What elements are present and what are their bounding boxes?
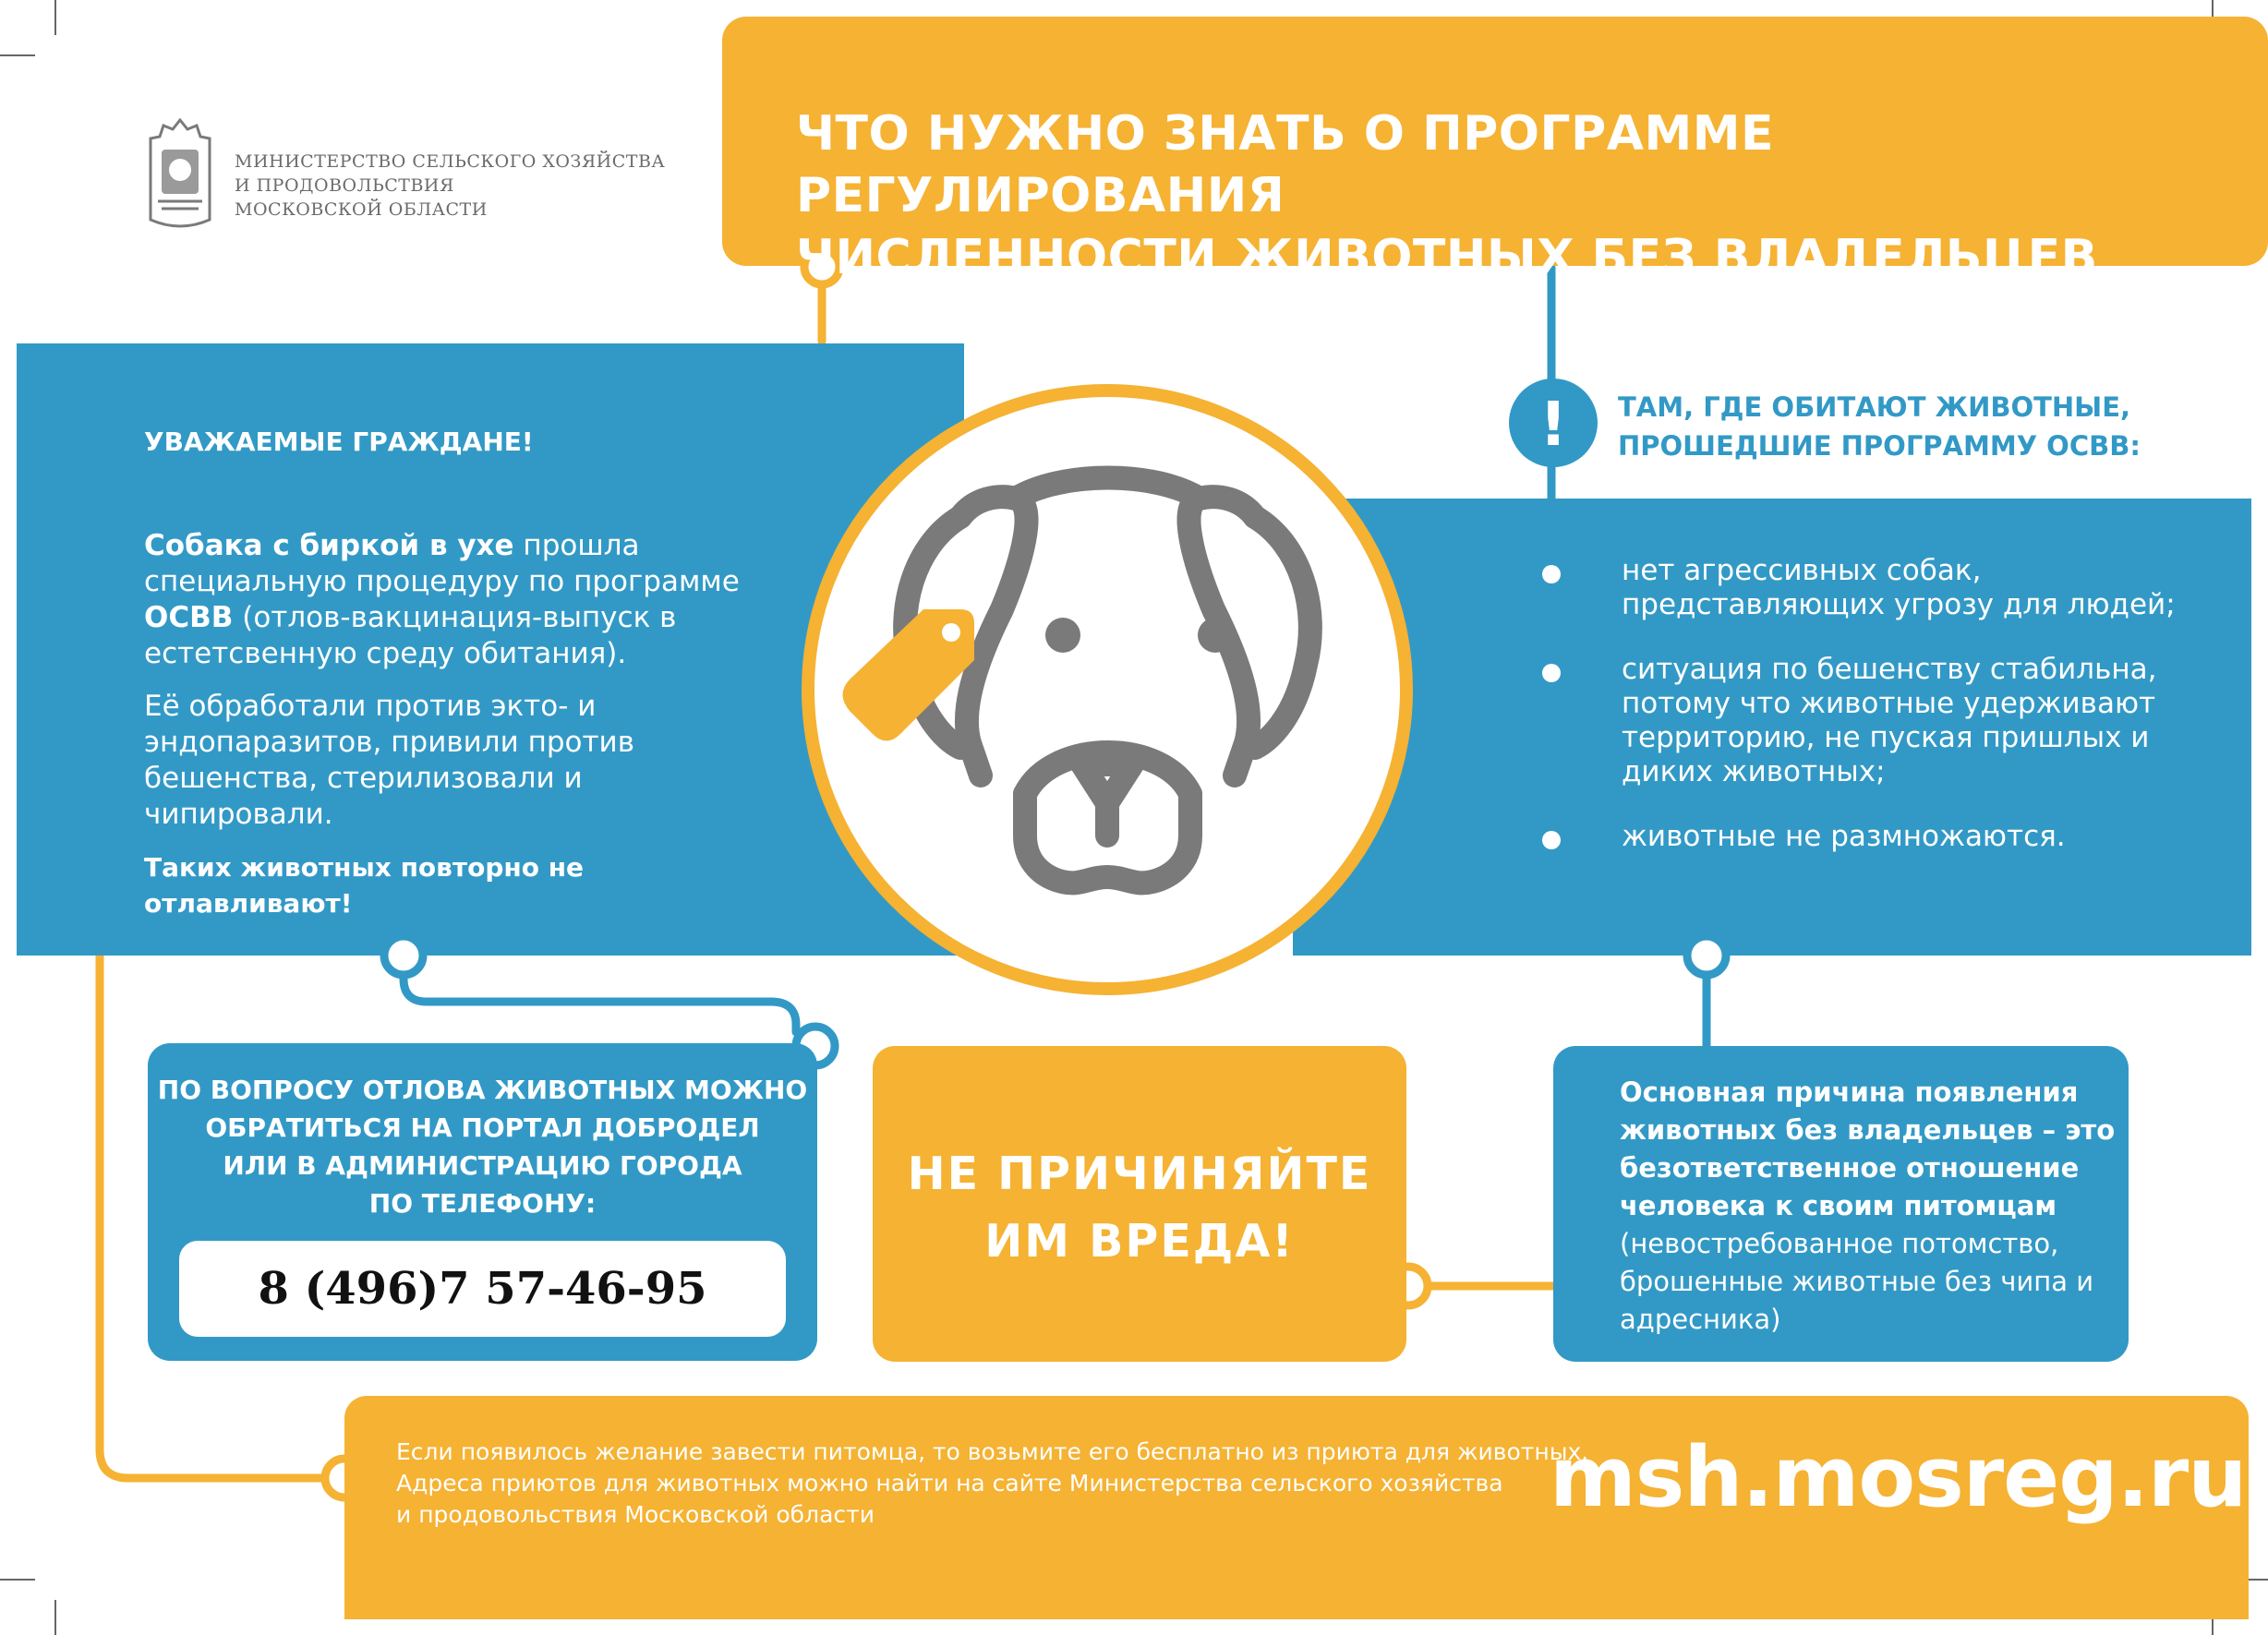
citizens-heading: УВАЖАЕМЫЕ ГРАЖДАНЕ! (144, 427, 534, 457)
cause-emphasis: Основная причина появления животных без владельцев – это безответственное отношение человека к своим питомцам (1620, 1076, 2116, 1221)
page-title (796, 103, 2181, 289)
ring-contact-top (384, 936, 423, 975)
dog-eye-right (1198, 618, 1233, 653)
list-item-text: нет агрессивных собак, представляющих угрозу для людей; (1622, 554, 2176, 621)
paragraph-no-recapture: Таких животных повторно не отлавливают! (144, 852, 585, 919)
harm-line: ИМ ВРЕДА! (984, 1215, 1295, 1268)
heading-line: ПРОШЕДШИЕ ПРОГРАММУ ОСВВ: (1618, 430, 2141, 462)
contact-line: ИЛИ В АДМИНИСТРАЦИЮ ГОРОДА (223, 1150, 742, 1181)
dog-eye-left (1045, 618, 1080, 653)
osvv-description (144, 528, 772, 938)
bullet-icon (1542, 565, 1561, 583)
title-line: ЧИСЛЕННОСТИ ЖИВОТНЫХ БЕЗ ВЛАДЕЛЬЦЕВ (796, 230, 2098, 285)
title-line: ЧТО НУЖНО ЗНАТЬ О ПРОГРАММЕ РЕГУЛИРОВАНИЯ (796, 106, 1774, 223)
paragraph-tag (144, 528, 772, 672)
shelter-line: и продовольствия Московской области (396, 1501, 875, 1528)
contact-box (148, 1043, 817, 1361)
website-link[interactable]: msh.mosreg.ru (1550, 1429, 2247, 1526)
benefits-heading (1618, 388, 2141, 465)
coat-of-arms-icon (141, 118, 219, 231)
list-item-text: ситуация по бешенству стабильна, потому что животные удерживают территорию, не пуская пришлых и диких животных; (1622, 653, 2157, 788)
ministry-name (235, 150, 665, 222)
main-cause-text (1620, 1074, 2118, 1339)
ring-reason-top (1687, 936, 1726, 975)
benefits-list (1542, 554, 2207, 884)
shelter-line: Если появилось желание завести питомца, то возьмите его бесплатно из приюта для животных. (396, 1438, 1589, 1465)
connector-contact (404, 956, 796, 1032)
contact-line: ПО ТЕЛЕФОНУ: (368, 1188, 597, 1219)
ministry-line: И ПРОДОВОЛЬСТВИЯ (235, 175, 454, 196)
warning-mark: ! (1538, 389, 1568, 460)
list-item (1542, 653, 2207, 789)
ministry-line: МИНИСТЕРСТВО СЕЛЬСКОГО ХОЗЯЙСТВА (235, 151, 666, 172)
tag-text: прошла специальную процедуру по программе (144, 529, 740, 598)
harm-line: НЕ ПРИЧИНЯЙТЕ (907, 1148, 1372, 1200)
ministry-line: МОСКОВСКОЙ ОБЛАСТИ (235, 199, 488, 220)
osvv-expansion: (отлов-вакцинация-выпуск в естетсвенную среду обитания). (144, 601, 677, 670)
cause-details: (невостребованное потомство, брошенные животные без чипа и адресника) (1620, 1228, 2094, 1335)
main-cause-box (1553, 1046, 2129, 1362)
footer-banner (344, 1396, 2249, 1619)
tag-emphasis: Собака с биркой в ухе (144, 529, 514, 562)
bullet-icon (1542, 664, 1561, 682)
shelter-info (396, 1437, 1589, 1531)
heading-line: ТАМ, ГДЕ ОБИТАЮТ ЖИВОТНЫЕ, (1618, 391, 2131, 423)
do-no-harm-box (873, 1046, 1406, 1362)
list-item (1542, 820, 2207, 854)
shelter-line: Адреса приютов для животных можно найти на сайте Министерства сельского хозяйства (396, 1470, 1503, 1497)
contact-text (148, 1071, 817, 1222)
bullet-icon (1542, 831, 1561, 849)
phone-number[interactable]: 8 (496)7 57-46-95 (179, 1241, 786, 1337)
do-no-harm-text (873, 1140, 1406, 1275)
osvv-abbr: ОСВВ (144, 601, 234, 634)
list-item-text: животные не размножаются. (1622, 820, 2066, 853)
contact-line: ПО ВОПРОСУ ОТЛОВА ЖИВОТНЫХ МОЖНО (157, 1075, 808, 1105)
paragraph-treatment: Её обработали против экто- и эндопаразитов, привили против бешенства, стерилизовали и чипировали. (144, 690, 634, 831)
list-item (1542, 554, 2207, 622)
contact-line: ОБРАТИТЬСЯ НА ПОРТАЛ ДОБРОДЕЛ (205, 1112, 760, 1143)
